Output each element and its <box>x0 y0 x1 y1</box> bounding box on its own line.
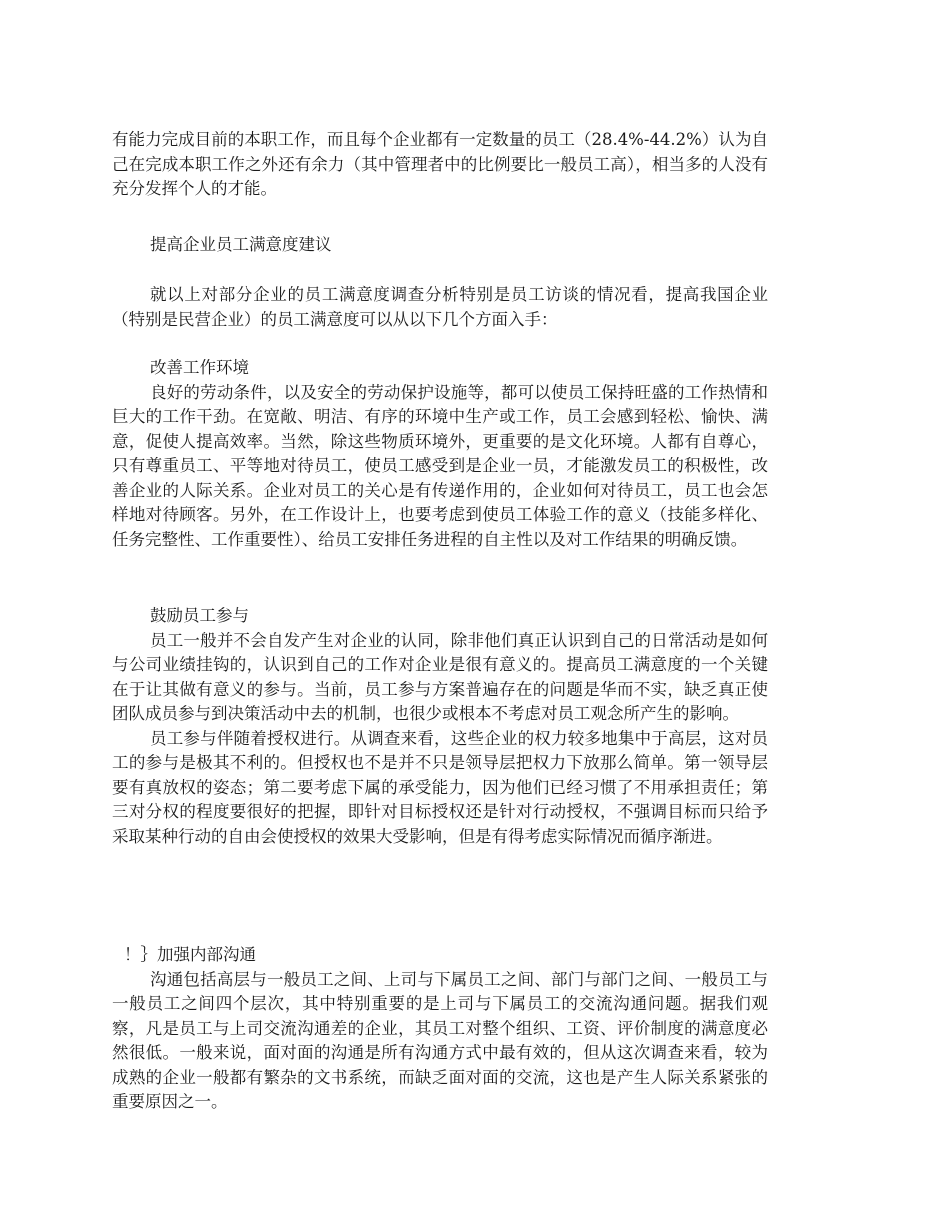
paragraph-communication: 沟通包括高层与一般员工之间、上司与下属员工之间、部门与部门之间、一般员工与一般员工之间四个层次，其中特别重要的是上司与下属员工的交流沟通问题。据我们观察，凡是员工与上司交流沟通差的企业，其员工对整个组织、工资、评价制度的满意度必然很低。一般来说，面对面的沟通是所有沟通方式中最有效的，但从这次调查来看，较为成熟的企业一般都有繁杂的文书系统，而缺乏面对面的交流，这也是产生人际关系紧张的重要原因之一。 <box>112 969 768 1111</box>
heading-internal-communication: ！｝加强内部沟通 <box>124 945 256 964</box>
section-work-environment <box>112 356 768 552</box>
document-body <box>112 128 768 202</box>
paragraph-intro: 就以上对部分企业的员工满意度调查分析特别是员工访谈的情况看，提高我国企业（特别是民营企业）的员工满意度可以从以下几个方面入手： <box>112 285 768 329</box>
heading-work-environment: 改善工作环境 <box>150 358 249 377</box>
paragraph-block-intro <box>112 283 768 332</box>
paragraph-work-environment: 良好的劳动条件，以及安全的劳动保护设施等，都可以使员工保持旺盛的工作热情和巨大的工作干劲。在宽敞、明洁、有序的环境中生产或工作，员工会感到轻松、愉快、满意，促使人提高效率。当然，除这些物质环境外，更重要的是文化环境。人都有自尊心，只有尊重员工、平等地对待员工，使员工感受到是企业一员，才能激发员工的积极性，改善企业的人际关系。企业对员工的关心是有传递作用的，企业如何对待员工，员工也会怎样地对待顾客。另外，在工作设计上，也要考虑到使员工体验工作的意义（技能多样化、任务完整性、工作重要性）、给员工安排任务进程的自主性以及对工作结果的明确反馈。 <box>112 382 768 549</box>
heading-employee-participation: 鼓励员工参与 <box>150 606 249 625</box>
paragraph-authorization: 员工参与伴随着授权进行。从调查来看，这些企业的权力较多地集中于高层，这对员工的参与是极其不利的。但授权也不是并不只是领导层把权力下放那么简单。第一领导层要有真放权的姿态；第二要考虑下属的承受能力，因为他们已经习惯了不用承担责任；第三对分权的程度要很好的把握，即针对目标授权还是针对行动授权，不强调目标而只给予采取某种行动的自由会使授权的效果大受影响，但是有得考虑实际情况而循序渐进。 <box>112 728 768 846</box>
heading-suggestions: 提高企业员工满意度建议 <box>150 235 332 254</box>
heading-block-suggestions <box>112 233 768 258</box>
section-employee-participation <box>112 604 768 849</box>
paragraph-participation: 员工一般并不会自发产生对企业的认同，除非他们真正认识到自己的日常活动是如何与公司业绩挂钩的，认识到自己的工作对企业是很有意义的。提高员工满意度的一个关键在于让其做有意义的参与。当前，员工参与方案普遍存在的问题是华而不实，缺乏真正使团队成员参与到决策活动中去的机制，也很少或根本不考虑对员工观念所产生的影响。 <box>112 630 768 723</box>
paragraph-talent-underuse: 有能力完成目前的本职工作，而且每个企业都有一定数量的员工（28.4%-44.2%）认为自己在完成本职工作之外还有余力（其中管理者中的比例要比一般员工高），相当多的人没有充分发挥个人的才能。 <box>112 130 768 198</box>
section-internal-communication <box>112 943 768 1115</box>
